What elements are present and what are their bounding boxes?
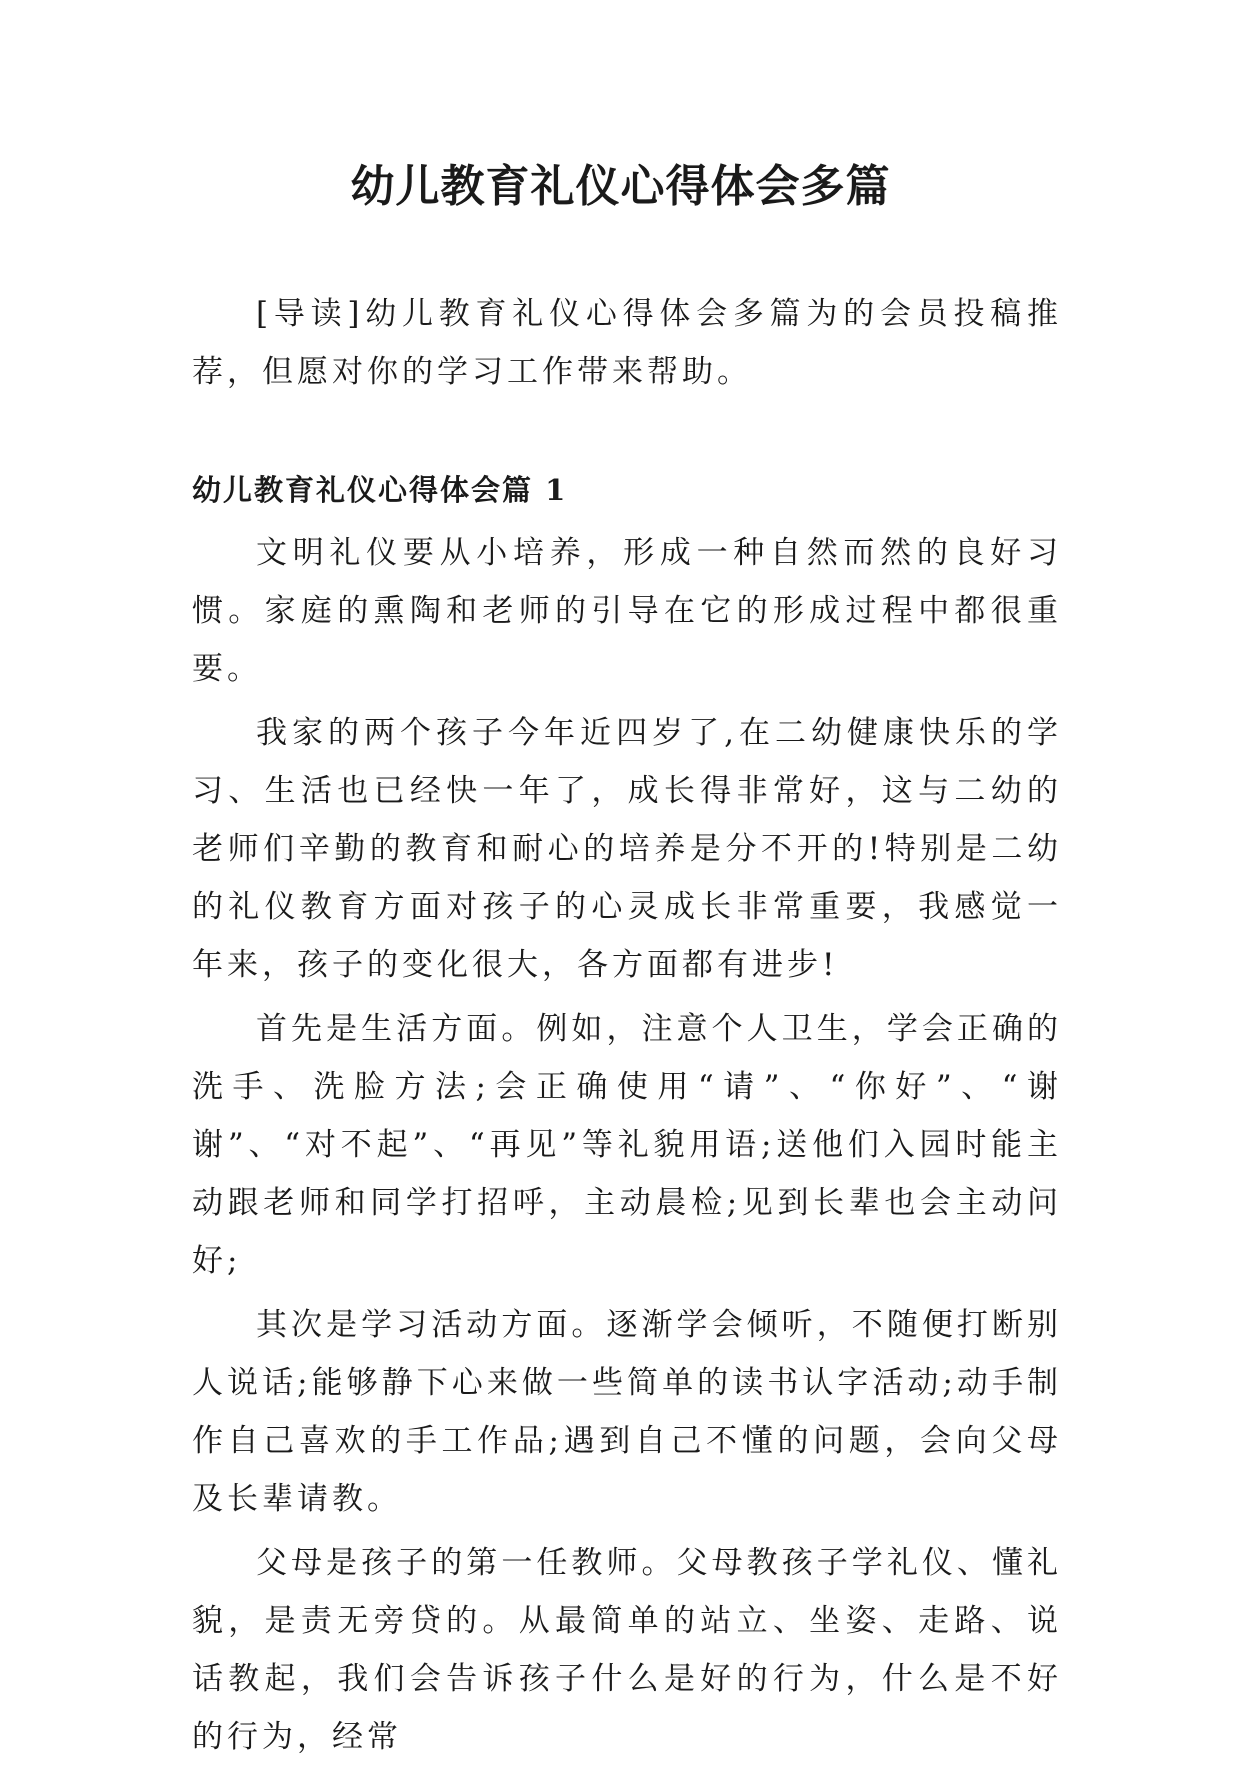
document-title: 幼儿教育礼仪心得体会多篇 [350,161,891,212]
section-heading: 幼儿教育礼仪心得体会篇 1 [192,473,568,507]
body-paragraph: 父母是孩子的第一任教师。父母教孩子学礼仪、懂礼貌，是责无旁贷的。从最简单的站立、坐姿、走路、说话教起，我们会告诉孩子什么是好的行为，什么是不好的行为，经常 [192,1545,1062,1755]
body-paragraph: 其次是学习活动方面。逐渐学会倾听，不随便打断别人说话;能够静下心来做一些简单的读书认字活动;动手制作自己喜欢的手工作品;遇到自己不懂的问题，会向父母及长辈请教。 [192,1307,1062,1517]
body-paragraph: 首先是生活方面。例如，注意个人卫生，学会正确的洗手、洗脸方法;会正确使用“请”、“你好”、“谢谢”、“对不起”、“再见”等礼貌用语;送他们入园时能主动跟老师和同学打招呼，主动晨检;见到长辈也会主动问好; [192,1011,1062,1279]
article-body [192,524,1062,1772]
body-paragraph: 文明礼仪要从小培养，形成一种自然而然的良好习惯。家庭的熏陶和老师的引导在它的形成过程中都很重要。 [192,535,1062,687]
body-paragraph: 我家的两个孩子今年近四岁了,在二幼健康快乐的学习、生活也已经快一年了，成长得非常好，这与二幼的老师们辛勤的教育和耐心的培养是分不开的!特别是二幼的礼仪教育方面对孩子的心灵成长非常重要，我感觉一年来，孩子的变化很大，各方面都有进步! [192,715,1062,983]
intro-paragraph: [导读]幼儿教育礼仪心得体会多篇为的会员投稿推荐，但愿对你的学习工作带来帮助。 [192,296,1062,390]
